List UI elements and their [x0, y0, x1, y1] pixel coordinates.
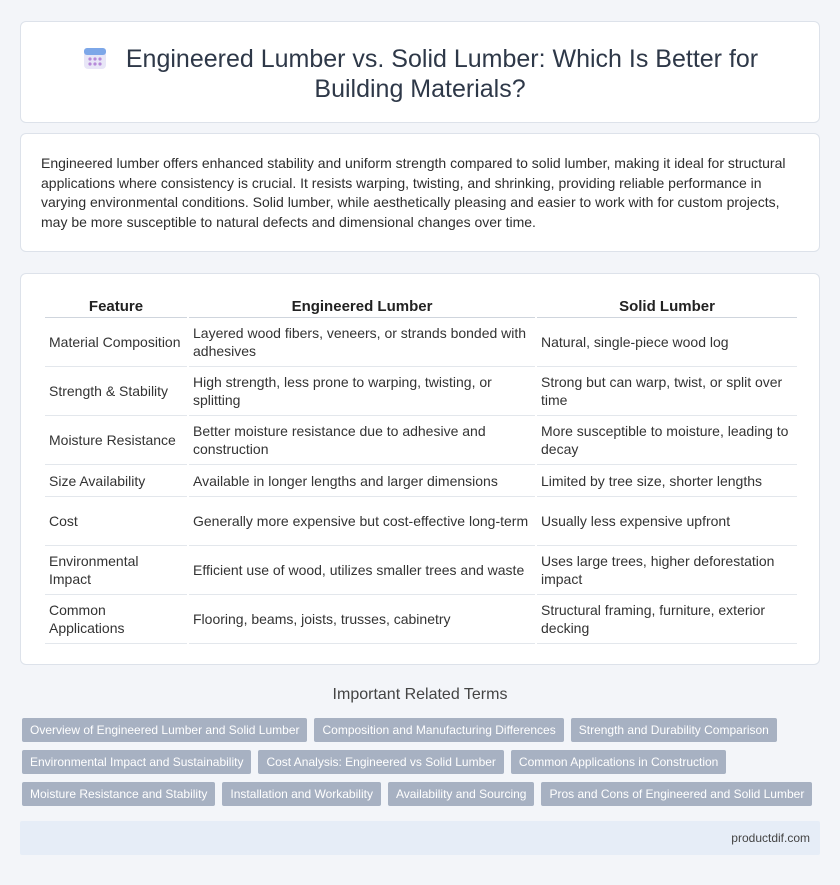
engineered-cell: Better moisture resistance due to adhesive and construction — [189, 416, 535, 465]
related-term-tag[interactable]: Composition and Manufacturing Differences — [314, 718, 563, 742]
header-engineered-lumber: Engineered Lumber — [189, 296, 535, 318]
feature-cell: Strength & Stability — [45, 367, 187, 416]
footer-bar — [20, 821, 820, 855]
feature-cell: Size Availability — [45, 465, 187, 497]
solid-cell: Uses large trees, higher deforestation impact — [537, 546, 797, 595]
table-row — [45, 595, 797, 644]
header-solid-lumber: Solid Lumber — [537, 296, 797, 318]
calendar-grid-icon — [82, 45, 108, 71]
table-row — [45, 546, 797, 595]
header-card — [20, 21, 820, 123]
engineered-cell: Layered wood fibers, veneers, or strands bonded with adhesives — [189, 318, 535, 367]
feature-cell: Common Applications — [45, 595, 187, 644]
related-term-tag[interactable]: Installation and Workability — [222, 782, 381, 806]
comparison-table-card — [20, 273, 820, 665]
solid-cell: Natural, single-piece wood log — [537, 318, 797, 367]
engineered-cell: Available in longer lengths and larger dimensions — [189, 465, 535, 497]
engineered-cell: Generally more expensive but cost-effective long-term — [189, 497, 535, 546]
feature-cell: Moisture Resistance — [45, 416, 187, 465]
related-term-tag[interactable]: Common Applications in Construction — [511, 750, 726, 774]
tag-row — [22, 718, 822, 742]
table-row — [45, 465, 797, 497]
engineered-cell: High strength, less prone to warping, twisting, or splitting — [189, 367, 535, 416]
solid-cell: Usually less expensive upfront — [537, 497, 797, 546]
related-term-tag[interactable]: Environmental Impact and Sustainability — [22, 750, 251, 774]
related-term-tag[interactable]: Availability and Sourcing — [388, 782, 535, 806]
solid-cell: Limited by tree size, shorter lengths — [537, 465, 797, 497]
feature-cell: Material Composition — [45, 318, 187, 367]
related-term-tag[interactable]: Overview of Engineered Lumber and Solid Lumber — [22, 718, 307, 742]
engineered-cell: Flooring, beams, joists, trusses, cabinetry — [189, 595, 535, 644]
header-feature: Feature — [45, 296, 187, 318]
solid-cell: Strong but can warp, twist, or split over time — [537, 367, 797, 416]
related-term-tag[interactable]: Pros and Cons of Engineered and Solid Lumber — [541, 782, 812, 806]
footer-site-link[interactable]: productdif.com — [731, 831, 810, 845]
intro-paragraph: Engineered lumber offers enhanced stability and uniform strength compared to solid lumber, making it ideal for structural applications where consistency is crucial. It resists warping, twisting, and shrinking, providing reliable performance in varying environmental conditions. Solid lumber, while aesthetically pleasing and easier to work with for custom projects, may be more susceptible to natural defects and dimensional changes over time. — [41, 155, 786, 230]
table-row — [45, 416, 797, 465]
table-row — [45, 318, 797, 367]
comparison-table — [43, 296, 799, 644]
table-header-row — [45, 296, 797, 318]
table-row — [45, 367, 797, 416]
related-term-tag[interactable]: Cost Analysis: Engineered vs Solid Lumber — [258, 750, 503, 774]
page-title-text: Engineered Lumber vs. Solid Lumber: Which Is Better for Building Materials? — [125, 45, 759, 103]
related-terms-tags — [22, 718, 822, 814]
tag-row — [22, 750, 822, 774]
solid-cell: More susceptible to moisture, leading to decay — [537, 416, 797, 465]
related-term-tag[interactable]: Strength and Durability Comparison — [571, 718, 777, 742]
page-title — [47, 44, 793, 104]
related-term-tag[interactable]: Moisture Resistance and Stability — [22, 782, 215, 806]
solid-cell: Structural framing, furniture, exterior decking — [537, 595, 797, 644]
related-terms-title: Important Related Terms — [332, 686, 508, 703]
tag-row — [22, 782, 822, 806]
title-wrap — [21, 44, 819, 104]
feature-cell: Environmental Impact — [45, 546, 187, 595]
engineered-cell: Efficient use of wood, utilizes smaller trees and waste — [189, 546, 535, 595]
feature-cell: Cost — [45, 497, 187, 546]
table-row — [45, 497, 797, 546]
intro-card — [20, 133, 820, 252]
